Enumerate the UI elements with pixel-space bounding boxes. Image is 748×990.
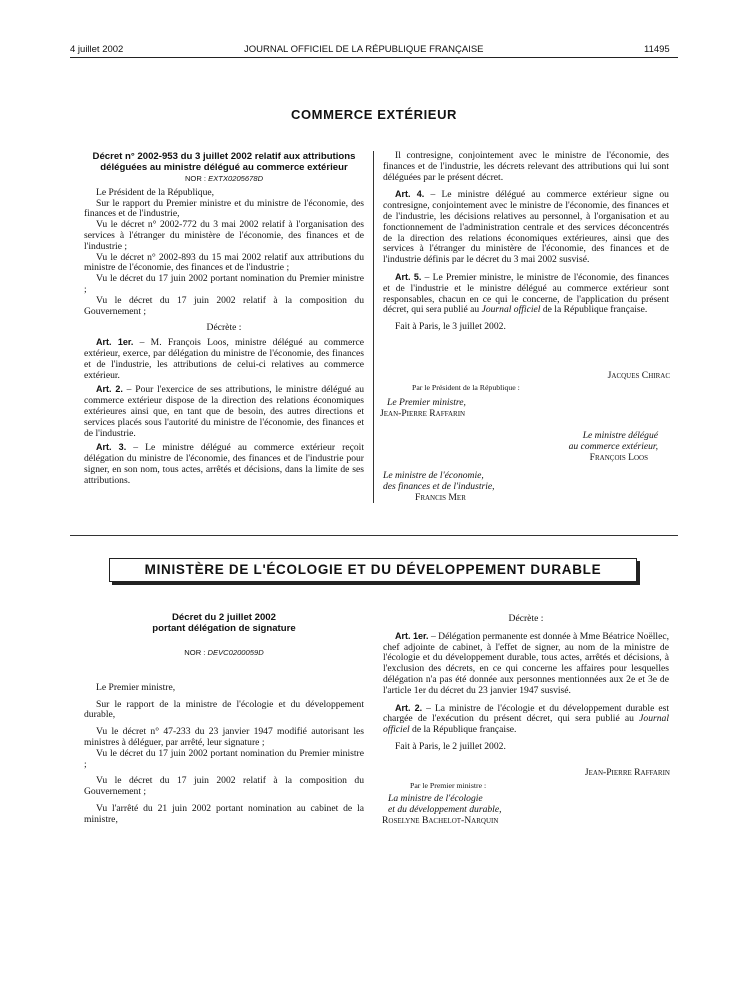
article-text: – Le ministre délégué au commerce extérieur reçoit délégation du ministre de l'économie, des finances et de l'industrie pour signer, en son nom, tous actes, arrêtés et décisions, dans la limite de ses attributions. <box>84 442 364 486</box>
title-line: des finances et de l'industrie, <box>383 480 495 492</box>
article-label: Art. 3. <box>96 442 127 453</box>
article-1 <box>383 631 669 697</box>
article-label: Art. 2. <box>96 384 123 395</box>
done-at: Fait à Paris, le 2 juillet 2002. <box>395 740 506 752</box>
nor-label: NOR : <box>184 174 207 183</box>
pm-name: Jean-Pierre Raffarin <box>380 408 466 419</box>
section-separator <box>70 535 678 536</box>
visa: Le Premier ministre, <box>96 681 176 693</box>
decree1-left-column <box>84 151 364 487</box>
article-label: Art. 4. <box>395 189 425 200</box>
title-line: et du développement durable, <box>388 803 502 815</box>
minister-ecology-title <box>388 794 502 816</box>
visa: Vu le décret du 17 juin 2002 relatif à la composition du Gouvernement ; <box>84 294 364 317</box>
title-line: Décret du 2 juillet 2002 <box>172 612 276 623</box>
article-label: Art. 1er. <box>96 337 134 348</box>
header-rule <box>70 57 678 58</box>
visa: Vu le décret du 17 juin 2002 portant nomination du Premier ministre ; <box>84 273 364 295</box>
header-date: 4 juillet 2002 <box>70 44 124 55</box>
visa: Sur le rapport de la ministre de l'écologie et du développement durable, <box>84 698 364 721</box>
article-text: – La ministre de l'écologie et du développement durable est chargée de l'exécution du présent décret, qui sera publié au <box>383 702 670 725</box>
article-text: – Délégation permanente est donnée à Mme Béatrice Noëllec, chef adjointe de cabinet, à l'effet de signer, au nom de la ministre de l'écologie et du développement durable, tous actes, arrêtés et décisions, à l'exclusion des décrets, en ce qui concerne les affaires pour lesquelles délégation n'a pas été donnée aux personnes mentionnées aux 2e et 3e de l'article 1er du décret du 23 janvier 1947 susvisé. <box>383 630 669 696</box>
decrete-label: Décrète : <box>508 613 544 624</box>
decrete-label: Décrète : <box>206 322 242 334</box>
article-2 <box>84 384 364 439</box>
decree2-left-column <box>84 612 364 826</box>
article-3 <box>84 442 364 486</box>
signatory-president: Jacques Chirac <box>607 370 670 381</box>
article-1 <box>84 337 364 381</box>
decree1-nor <box>84 174 364 185</box>
article-text: – Le Premier ministre, le ministre de l'économie, des finances et de l'industrie et le ministre délégué au commerce extérieur sont responsables, chacun en ce qui le concerne, de l'application du présent décret, qui sera publié au <box>383 271 669 316</box>
header-journal-title: JOURNAL OFFICIEL DE LA RÉPUBLIQUE FRANÇAISE <box>244 44 484 55</box>
article-4 <box>383 189 669 266</box>
by-president: Par le Président de la République : <box>412 383 520 392</box>
title-line: Le ministre délégué <box>582 430 658 441</box>
minister-economy-title <box>383 471 495 493</box>
visa: Vu le décret du 17 juin 2002 relatif à la composition du Gouvernement ; <box>84 775 364 798</box>
decree2-title <box>84 612 364 634</box>
title-line: portant délégation de signature <box>152 623 296 634</box>
title-line: La ministre de l'écologie <box>388 793 483 804</box>
column-divider <box>373 151 374 503</box>
visa: Sur le rapport du Premier ministre et du ministre de l'économie, des finances et de l'industrie, <box>84 197 364 220</box>
section-title-commerce: COMMERCE EXTÉRIEUR <box>290 107 458 122</box>
minister-economy-name: Francis Mer <box>415 492 466 503</box>
article-label: Art. 2. <box>395 702 423 713</box>
pm-title: Le Premier ministre, <box>387 397 466 408</box>
by-pm: Par le Premier ministre : <box>410 781 487 790</box>
article-text: de la République française. <box>540 304 648 316</box>
decree2-right-column <box>383 614 669 753</box>
journal-name: Journal officiel <box>383 713 669 736</box>
minister-delegate-name: François Loos <box>589 452 648 463</box>
visa: Vu le décret n° 2002-893 du 15 mai 2002 relatif aux attributions du ministre de l'économie, des finances et de l'industrie ; <box>84 251 364 274</box>
article-label: Art. 1er. <box>395 630 429 641</box>
header-page-number: 11495 <box>644 44 670 55</box>
signatory-pm: Jean-Pierre Raffarin <box>584 767 670 778</box>
visa: Vu le décret n° 2002-772 du 3 mai 2002 relatif à l'organisation des services à l'étranger du ministère de l'économie, des finances et de l'industrie ; <box>84 219 364 252</box>
decree1-title: Décret n° 2002-953 du 3 juillet 2002 relatif aux attributions déléguées au ministre délégué au commerce extérieur <box>92 151 356 173</box>
article-text: – Pour l'exercice de ses attributions, le ministre délégué au commerce extérieur dispose de la direction des relations économiques extérieures ainsi que, en tant que de besoin, des autres directions et services placés sous l'autorité du ministre de l'économie, des finances et de l'industrie. <box>84 384 365 439</box>
minister-delegate-title <box>500 431 658 453</box>
visa: Vu le décret n° 47-233 du 23 janvier 1947 modifié autorisant les ministres à déléguer, par arrêté, leur signature ; <box>84 726 364 748</box>
article-2 <box>383 703 669 736</box>
decree1-right-column <box>383 151 669 333</box>
visa: Vu l'arrêté du 21 juin 2002 portant nomination au cabinet de la ministre, <box>84 802 364 825</box>
visa: Vu le décret du 17 juin 2002 portant nomination du Premier ministre ; <box>84 747 364 770</box>
minister-ecology-name: Roselyne Bachelot-Narquin <box>382 815 499 826</box>
done-at: Fait à Paris, le 3 juillet 2002. <box>395 321 506 333</box>
article-label: Art. 5. <box>395 271 422 282</box>
continuation: Il contresigne, conjointement avec le ministre de l'économie, des finances et de l'industrie, les décrets relevant des attributions qui lui sont déléguées par le présent décret. <box>383 150 669 183</box>
visa: Le Président de la République, <box>96 186 215 198</box>
article-text: – M. François Loos, ministre délégué au commerce extérieur, exerce, par délégation du ministre de l'économie, des finances et de l'industrie, les attributions de celui-ci relatives au commerce extérieur. <box>84 337 364 381</box>
title-line: Le ministre de l'économie, <box>383 470 484 481</box>
nor-value: EXTX0205678D <box>208 174 264 183</box>
nor-label: NOR : <box>184 648 206 657</box>
article-5 <box>383 272 669 316</box>
article-text: – Le ministre délégué au commerce extérieur signe ou contresigne, conjointement avec le ministre de l'économie, des finances et de l'industrie, les décisions relatives au personnel, à l'organisation et au fonctionnement de l'administration centrale et des services déconcentrés de la direction des relations économiques extérieures, ainsi que des services à l'étranger du ministère de l'économie, des finances et de l'industrie définis par le décret du 3 mai 2002 susvisé. <box>383 189 669 266</box>
nor-value: DEVC0200059D <box>207 648 264 657</box>
title-line: au commerce extérieur, <box>568 440 658 452</box>
journal-name: Journal officiel <box>481 304 541 316</box>
decree2-nor <box>84 648 364 659</box>
article-text: de la République française. <box>409 724 517 736</box>
section-title-ecology: MINISTÈRE DE L'ÉCOLOGIE ET DU DÉVELOPPEMENT DURABLE <box>109 558 637 582</box>
